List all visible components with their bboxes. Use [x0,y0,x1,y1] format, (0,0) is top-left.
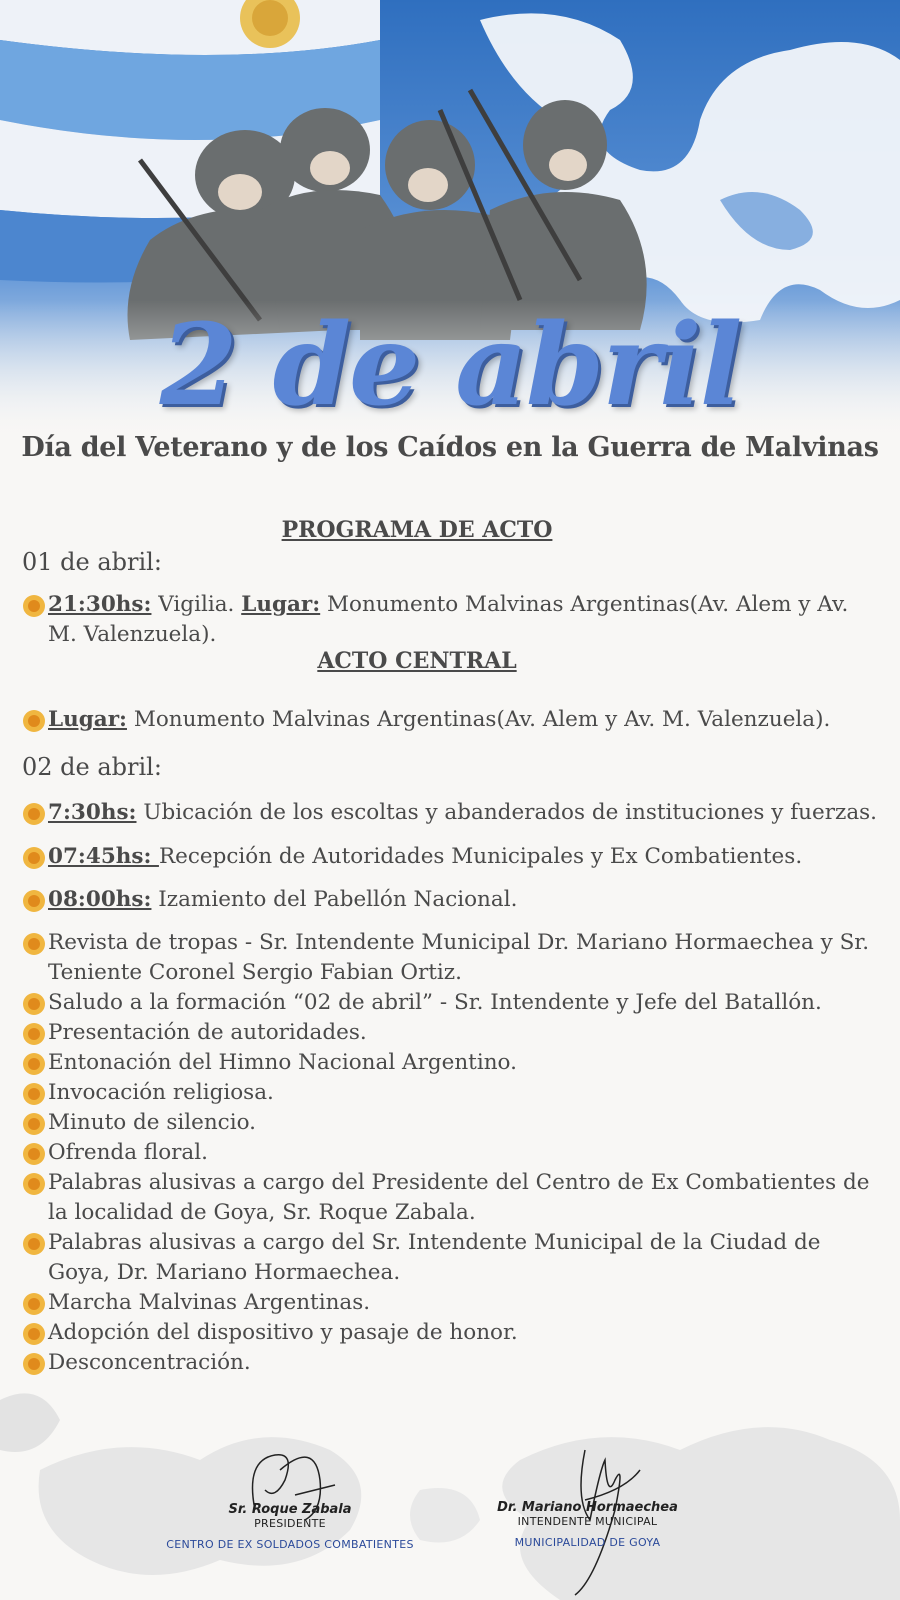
signature-role: INTENDENTE MUNICIPAL [517,1515,658,1528]
list-item [22,1318,882,1348]
sun-icon [22,1232,46,1256]
day1-label: 01 de abril: [22,548,162,576]
item-text: Ubicación de los escoltas y abanderados de instituciones y fuerzas. [136,800,878,825]
hero-script-title: 2 de abril [159,300,741,431]
list-item [22,1288,882,1318]
sun-icon [22,889,46,913]
list-item [22,928,882,988]
signature-org: MUNICIPALIDAD DE GOYA [514,1536,661,1549]
list-item [22,1348,882,1378]
signature-role: PRESIDENTE [254,1517,326,1530]
acto-central-heading: ACTO CENTRAL [317,648,517,674]
sun-icon [22,932,46,956]
sun-icon [22,709,46,733]
sun-icon [22,1022,46,1046]
item-time: 08:00hs: [48,887,152,912]
item-text: Monumento Malvinas Argentinas(Av. Alem y Av. M. Valenzuela). [126,707,831,732]
page-subtitle: Día del Veterano y de los Caídos en la Guerra de Malvinas [21,432,879,463]
sun-icon [22,1112,46,1136]
item-text: Marcha Malvinas Argentinas. [48,1290,371,1315]
day2-label: 02 de abril: [22,753,162,781]
acto-central-lugar [22,705,882,735]
day2-timed-item [22,842,882,872]
list-item [22,1048,882,1078]
item-text: Invocación religiosa. [48,1080,274,1105]
list-item [22,1168,882,1228]
sun-icon [22,1082,46,1106]
sun-icon [22,1142,46,1166]
bottom-map-decoration [0,1380,900,1600]
sun-icon [22,1292,46,1316]
item-text: Presentación de autoridades. [48,1020,367,1045]
item-text: Monumento Malvinas Argentinas(Av. Alem y Av. M. Valenzuela). [48,592,849,647]
signature-left [150,1502,430,1551]
sun-icon [22,1052,46,1076]
sun-icon [22,802,46,826]
day2-timed-item [22,885,882,915]
list-item [22,1138,882,1168]
item-text: Minuto de silencio. [48,1110,256,1135]
sun-icon [22,1322,46,1346]
lugar-label: Lugar: [241,592,321,617]
list-item [22,1018,882,1048]
item-text: Palabras alusivas a cargo del Sr. Intendente Municipal de la Ciudad de Goya, Dr. Mariano Hormaechea. [48,1230,821,1285]
item-time: 21:30hs: [48,592,152,617]
item-text: Vigilia. [151,592,242,617]
item-text: Entonación del Himno Nacional Argentino. [48,1050,517,1075]
signature-org: CENTRO DE EX SOLDADOS COMBATIENTES [166,1538,414,1551]
item-time: 07:45hs: [48,844,159,869]
lugar-label: Lugar: [48,707,127,732]
list-item [22,1108,882,1138]
item-text: Palabras alusivas a cargo del Presidente del Centro de Ex Combatientes de la localidad de Goya, Sr. Roque Zabala. [48,1170,870,1225]
sun-icon [22,1172,46,1196]
item-text: Revista de tropas - Sr. Intendente Municipal Dr. Mariano Hormaechea y Sr. Teniente Coronel Sergio Fabian Ortiz. [48,930,870,985]
sun-icon [22,594,46,618]
list-item [22,1228,882,1288]
item-text: Izamiento del Pabellón Nacional. [151,887,518,912]
item-text: Recepción de Autoridades Municipales y Ex Combatientes. [158,844,803,869]
item-text: Saludo a la formación “02 de abril” - Sr. Intendente y Jefe del Batallón. [48,990,822,1015]
programa-heading: PROGRAMA DE ACTO [281,517,553,543]
day2-timed-item [22,798,882,828]
signature-name: Sr. Roque Zabala [228,1502,352,1517]
day1-item [22,590,882,650]
item-text: Ofrenda floral. [48,1140,208,1165]
signature-name: Dr. Mariano Hormaechea [497,1500,678,1515]
sun-icon [22,846,46,870]
sun-icon [22,1352,46,1376]
signature-right [460,1500,715,1549]
item-text: Adopción del dispositivo y pasaje de honor. [48,1320,518,1345]
item-text: Desconcentración. [48,1350,251,1375]
list-item [22,1078,882,1108]
item-time: 7:30hs: [48,800,137,825]
list-item [22,988,882,1018]
sun-icon [22,992,46,1016]
